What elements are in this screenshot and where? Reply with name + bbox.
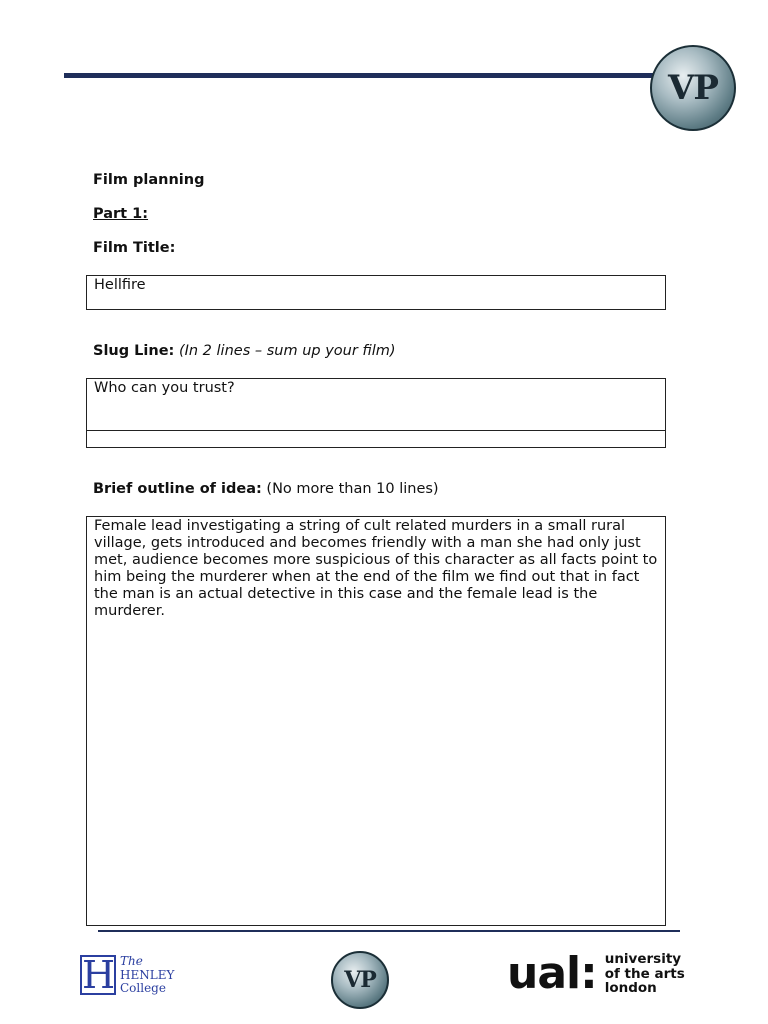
film-title-value: Hellfire: [94, 277, 146, 293]
vp-footer-logo-text: VP: [344, 967, 376, 993]
henley-line-3: College: [120, 981, 166, 995]
outline-field[interactable]: [86, 516, 666, 926]
outline-hint: (No more than 10 lines): [266, 481, 439, 497]
label-slug-line: [93, 343, 396, 359]
vp-logo-text: VP: [668, 68, 718, 108]
footer-rule: [98, 930, 680, 932]
label-outline: [93, 481, 439, 497]
heading-part: Part 1:: [93, 206, 149, 222]
heading-film-planning: Film planning: [93, 172, 205, 188]
ual-mark: ual:: [507, 948, 597, 999]
ual-logo: [507, 948, 685, 1000]
slug-line-hint: (In 2 lines – sum up your film): [178, 343, 396, 359]
henley-h-mark: H: [82, 953, 116, 997]
slug-line-label: Slug Line:: [93, 343, 175, 359]
ual-wordmark: [605, 952, 685, 996]
ual-line-1: university: [604, 951, 682, 968]
ual-line-2: of the arts: [604, 965, 685, 982]
vp-logo: [650, 45, 736, 131]
film-title-field[interactable]: [86, 275, 666, 310]
vp-footer-logo: [331, 951, 389, 1009]
label-film-title: Film Title:: [93, 240, 176, 256]
slug-line-value: Who can you trust?: [94, 380, 235, 396]
outline-value: Female lead investigating a string of cult related murders in a small rural village, gets introduced and becomes friendly with a man she had only just met, audience becomes more suspicious of this character as all facts point to him being the murderer when at the end of the film we find out that in fact the man is an actual detective in this case and the female lead is the murderer.: [94, 518, 658, 619]
henley-wordmark: [120, 955, 174, 996]
ual-line-3: london: [604, 980, 657, 997]
slug-line-divider: [87, 430, 665, 431]
slug-line-field[interactable]: [86, 378, 666, 448]
henley-line-1: The: [120, 954, 143, 968]
henley-college-logo: [80, 955, 190, 999]
header-rule: [64, 73, 664, 78]
henley-line-2: HENLEY: [120, 967, 175, 982]
outline-label: Brief outline of idea:: [93, 481, 262, 497]
